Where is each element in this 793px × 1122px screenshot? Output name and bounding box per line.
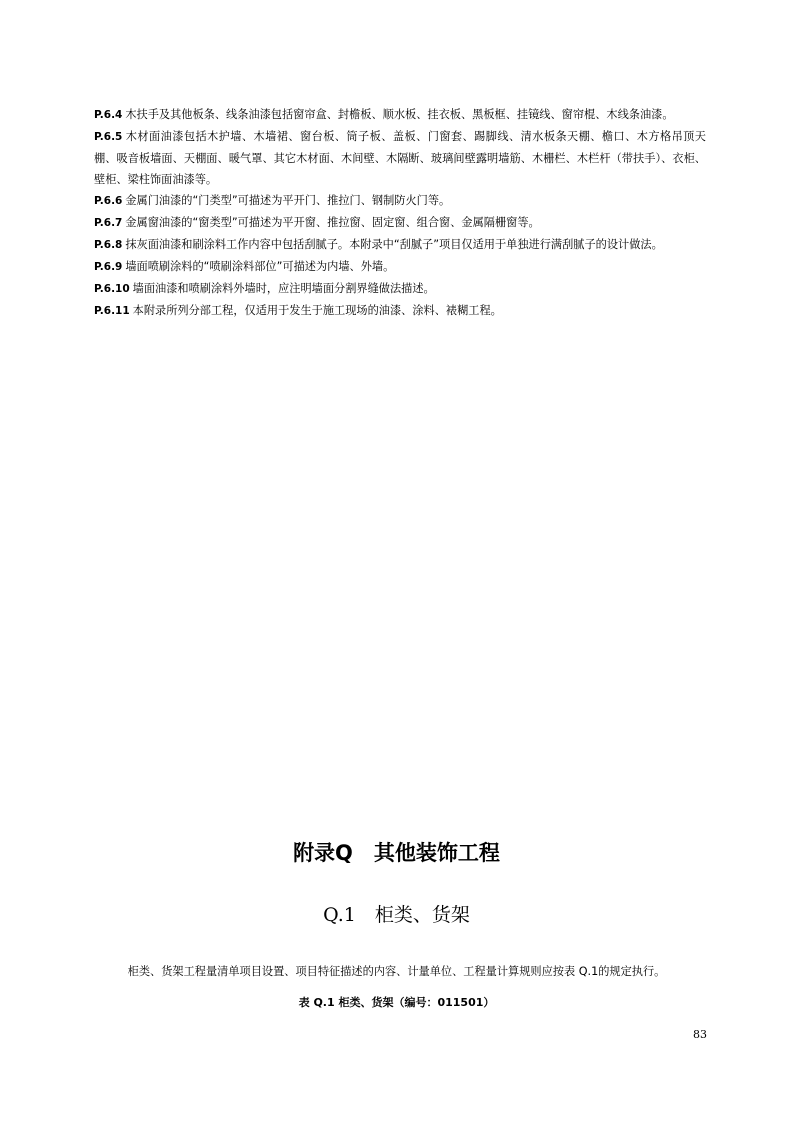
note-text: 墙面喷刷涂料的“喷刷涂料部位”可描述为内墙、外墙。 — [125, 260, 395, 273]
note-item — [94, 256, 706, 278]
note-item — [94, 278, 706, 300]
note-item — [94, 190, 706, 212]
table-caption: 表 Q.1 柜类、货架（编号：011501） — [298, 996, 495, 1009]
note-item — [94, 300, 706, 322]
intro-paragraph: 柜类、货架工程量清单项目设置、项目特征描述的内容、计量单位、工程量计算规则应按表 Q.1的规定执行。 — [127, 965, 666, 978]
note-text: 木扶手及其他板条、线条油漆包括窗帘盒、封檐板、顺水板、挂衣板、黑板框、挂镜线、窗帘棍、木线条油漆。 — [125, 108, 674, 121]
note-number: P.6.9 — [94, 261, 123, 273]
note-text: 金属窗油漆的“窗类型”可描述为平开窗、推拉窗、固定窗、组合窗、金属隔栅窗等。 — [125, 216, 540, 229]
note-item — [94, 234, 706, 256]
notes-list — [94, 104, 706, 322]
note-number: P.6.6 — [94, 195, 123, 207]
note-number: P.6.7 — [94, 217, 123, 229]
note-number: P.6.11 — [94, 305, 130, 317]
note-item — [94, 126, 706, 190]
note-text: 金属门油漆的“门类型”可描述为平开门、推拉门、钢制防火门等。 — [125, 194, 451, 207]
note-number: P.6.10 — [94, 283, 130, 295]
note-text: 木材面油漆包括木护墙、木墙裙、窗台板、筒子板、盖板、门窗套、踢脚线、清水板条天棚、檐口、木方格吊顶天棚、吸音板墙面、天棚面、暖气罩、其它木材面、木间壁、木隔断、玻璃间壁露明墙筋、木栅栏、木栏杆（带扶手）、衣柜、壁柜、梁柱饰面油漆等。 — [94, 130, 706, 186]
page-number: 83 — [693, 1028, 707, 1041]
note-text: 墙面油漆和喷刷涂料外墙时，应注明墙面分割界缝做法描述。 — [132, 282, 435, 295]
note-item — [94, 104, 706, 126]
note-number: P.6.8 — [94, 239, 123, 251]
note-item — [94, 212, 706, 234]
note-text: 抹灰面油漆和刷涂料工作内容中包括刮腻子。本附录中“刮腻子”项目仅适用于单独进行满刮腻子的设计做法。 — [125, 238, 663, 251]
note-number: P.6.4 — [94, 109, 123, 121]
note-text: 本附录所列分部工程，仅适用于发生于施工现场的油漆、涂料、裱糊工程。 — [132, 304, 502, 317]
section-title: Q.1 柜类、货架 — [323, 904, 470, 926]
note-number: P.6.5 — [94, 131, 123, 143]
appendix-title: 附录Q 其他装饰工程 — [293, 841, 500, 865]
